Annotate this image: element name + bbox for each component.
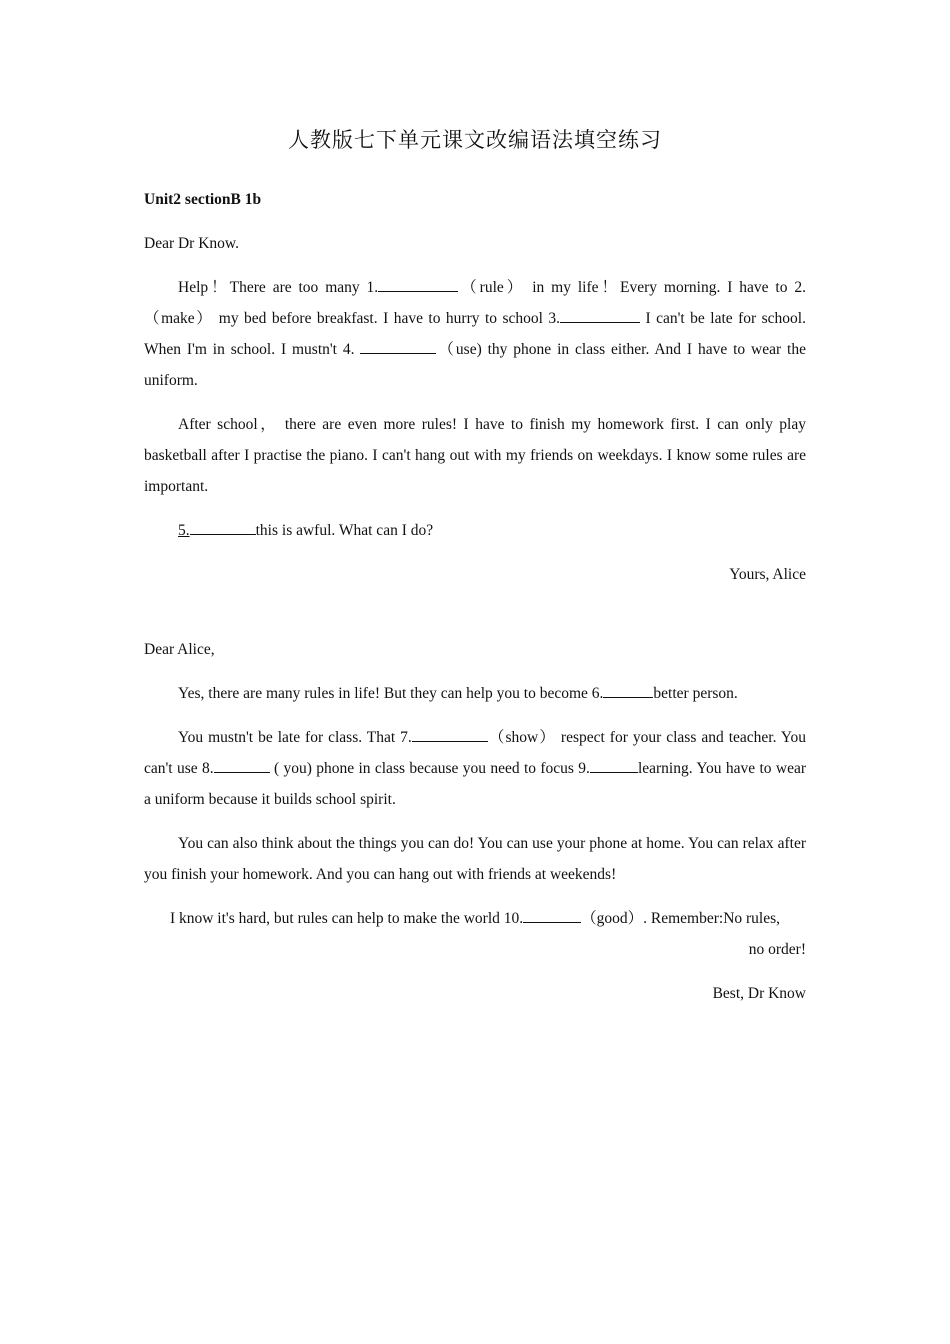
letter1-paragraph-1 <box>144 272 806 396</box>
letter2-paragraph-2 <box>144 722 806 815</box>
text-segment: I know it's hard, but rules can help to make the world 10. <box>169 910 524 927</box>
text-segment: （show） respect for your class and teacher. You can't use 8. <box>144 729 806 777</box>
blank-9[interactable] <box>590 754 638 773</box>
letter2-signature: Best, Dr Know <box>712 985 806 1002</box>
blank-4[interactable] <box>360 335 436 354</box>
text-segment: better person. <box>653 685 738 702</box>
text-segment: You mustn't be late for class. That 7. <box>178 729 412 746</box>
text-segment: Yes, there are many rules in life! But they can help you to become 6. <box>178 685 604 702</box>
worksheet-body <box>144 184 806 1022</box>
letter1-signature: Yours, Alice <box>729 566 806 583</box>
blank-7[interactable] <box>412 723 488 742</box>
blank-1[interactable] <box>378 273 458 292</box>
section-subtitle: Unit2 sectionB 1b <box>144 191 262 208</box>
text-segment: （rule） in my life！Every morning. I have to 2. <box>458 279 806 296</box>
text-segment: Help！There are too many 1. <box>178 279 379 296</box>
text-segment: （use) thy phone in class either. And I have to wear the uniform. <box>144 341 806 389</box>
blank-5[interactable] <box>190 516 256 535</box>
blank-6[interactable] <box>603 679 653 698</box>
text-segment: no order! <box>748 941 806 958</box>
text-segment: （make） my bed before breakfast. I have to hurry to school 3. <box>144 310 561 327</box>
letter1-salutation: Dear Dr Know. <box>144 235 239 252</box>
letter2-paragraph-4 <box>144 903 806 965</box>
letter1-paragraph-2: After school， there are even more rules! I have to finish my homework first. I can only play basketball after I practise the piano. I can't hang out with my friends on weekdays. I know some rules are important. <box>144 416 806 495</box>
text-segment: this is awful. What can I do? <box>255 522 434 539</box>
letter2-salutation: Dear Alice, <box>144 641 215 658</box>
letter2-paragraph-1 <box>144 678 806 709</box>
text-segment: （good）. Remember:No rules, <box>581 910 781 927</box>
blank-10[interactable] <box>523 904 581 923</box>
text-segment: ( you) phone in class because you need to focus 9. <box>269 760 590 777</box>
letter2-paragraph-3: You can also think about the things you can do! You can use your phone at home. You can relax after you finish your homework. And you can hang out with friends at weekends! <box>144 835 806 883</box>
letter1-paragraph-3 <box>144 515 806 546</box>
page-title: 人教版七下单元课文改编语法填空练习 <box>288 128 662 152</box>
blank-8[interactable] <box>214 754 270 773</box>
blank-5-number: 5. <box>178 522 190 539</box>
blank-3[interactable] <box>560 304 640 323</box>
text-segment: learning. You have to wear a uniform because it builds school spirit. <box>144 760 806 808</box>
text-segment: I can't be late for school. When I'm in school. I mustn't 4. <box>144 310 806 358</box>
